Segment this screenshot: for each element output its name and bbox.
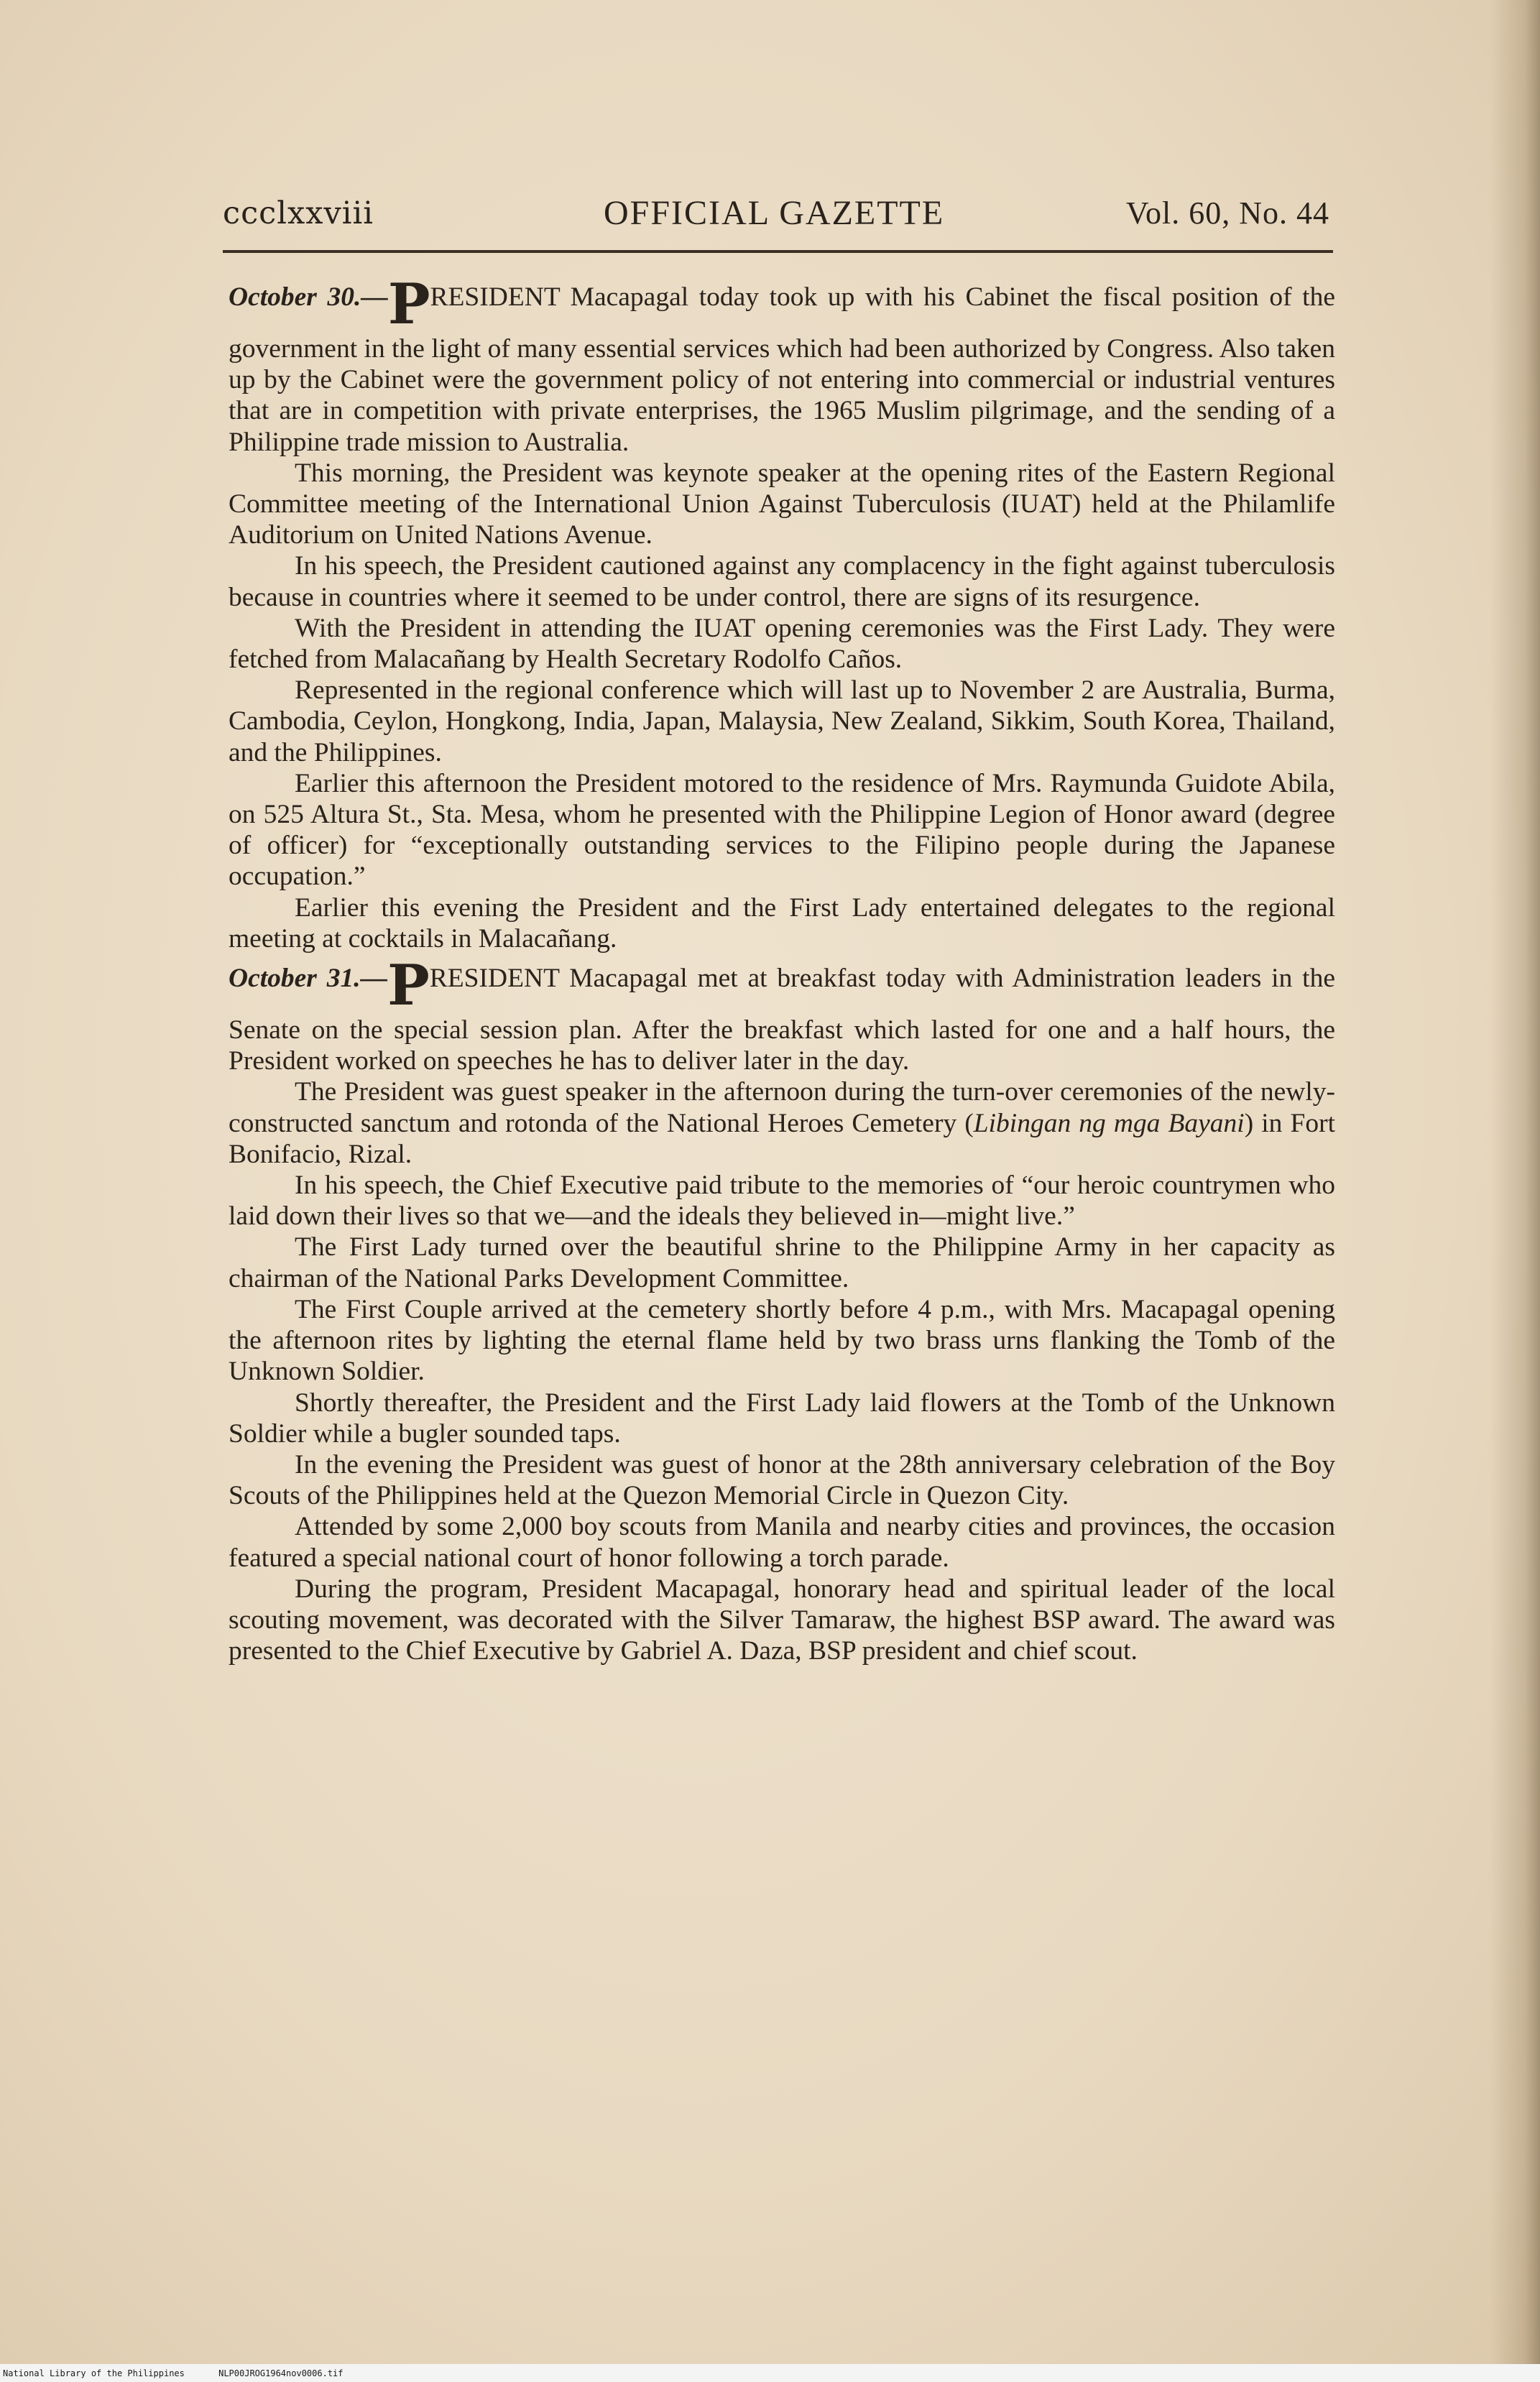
page-number: ccclxxviii [223,195,374,231]
entry-lead-paragraph [229,272,1335,458]
entry-date: October 31.— [229,964,388,994]
footer-source: National Library of the Philippines [3,2368,185,2378]
paragraph: With the President in attending the IUAT opening ceremonies was the First Lady. They were fetched from Malacañang by Health Secretary Rodolfo Caños. [229,613,1335,675]
paragraph: The First Lady turned over the beautiful shrine to the Philippine Army in her capacity as chairman of the National Parks Development Committee. [229,1232,1335,1293]
paragraph: In his speech, the President cautioned against any complacency in the fight against tuberculosis because in countries where it seemed to be under control, there are signs of its resurgence. [229,551,1335,612]
scan-footer [3,2368,343,2378]
lead-text: RESIDENT Macapagal met at breakfast today with Administration leaders in the Senate on the special session plan. After the breakfast which lasted for one and a half hours, the President worked on speeches he has to deliver later in the day. [229,964,1335,1076]
drop-cap: P [387,272,430,337]
paragraph: The First Couple arrived at the cemetery shortly before 4 p.m., with Mrs. Macapagal opening the afternoon rites by lighting the eternal flame held by two brass urns flanking the Tomb of the Unknown Soldier. [229,1294,1335,1387]
text-run: The President was guest speaker in the afternoon during the turn-over ceremonies of the newly-constructed sanctum and rotonda of the National Heroes Cemetery ( [229,1077,1335,1138]
drop-cap: P [387,953,430,1019]
running-header [223,188,1329,239]
entry-october-31 [229,953,1336,1666]
page-edge-shadow [1490,0,1540,2382]
text-run: ) in Fort Bonifacio, Rizal. [229,1108,1336,1169]
paragraph: In his speech, the Chief Executive paid tribute to the memories of “our heroic countrymen who laid down their lives so that we—and the ideals they believed in—might live.” [229,1171,1335,1232]
lead-text: RESIDENT Macapagal today took up with his Cabinet the fiscal position of the government in the light of many essential services which had been authorized by Congress. Also taken up by the Cabinet were the government policy of not entering into commercial or industrial ventures that are in competition with private enterprises, the 1965 Muslim pilgrimage, and the sending of a Philippine trade mission to Australia. [229,282,1335,457]
entry-october-30 [229,272,1335,954]
volume-number: Vol. 60, No. 44 [1125,195,1329,231]
paragraph: Attended by some 2,000 boy scouts from Manila and nearby cities and provinces, the occasion featured a special national court of honor following a torch parade. [229,1512,1335,1573]
paragraph: During the program, President Macapagal, honorary head and spiritual leader of the local scouting movement, was decorated with the Silver Tamaraw, the highest BSP award. The award was presented to the Chief Executive by Gabriel A. Daza, BSP president and chief scout. [229,1574,1335,1666]
paragraph: Represented in the regional conference which will last up to November 2 are Australia, Burma, Cambodia, Ceylon, Hongkong, India, Japan, Malaysia, New Zealand, Sikkim, South Korea, Thailand, and the Philippines. [229,675,1335,767]
italic-place-name: Libingan ng mga Bayani [973,1108,1245,1138]
article-body [229,272,1336,1666]
entry-lead-paragraph [229,953,1335,1076]
publication-title: OFFICIAL GAZETTE [604,194,945,232]
entry-date: October 30.— [229,282,388,312]
paragraph: This morning, the President was keynote speaker at the opening rites of the Eastern Regional Committee meeting of the International Union Against Tuberculosis (IUAT) held at the Philamlife Auditorium on United Nations Avenue. [229,458,1335,550]
footer-filename: NLP00JROG1964nov0006.tif [218,2368,343,2378]
paragraph: In the evening the President was guest of honor at the 28th anniversary celebration of the Boy Scouts of the Philippines held at the Quezon Memorial Circle in Quezon City. [229,1449,1335,1511]
paragraph: Shortly thereafter, the President and the First Lady laid flowers at the Tomb of the Unknown Soldier while a bugler sounded taps. [229,1388,1335,1449]
paragraph [229,1076,1335,1170]
paragraph: Earlier this evening the President and the First Lady entertained delegates to the regional meeting at cocktails in Malacañang. [229,892,1335,954]
header-rule [223,250,1333,253]
paragraph: Earlier this afternoon the President motored to the residence of Mrs. Raymunda Guidote Abila, on 525 Altura St., Sta. Mesa, whom he presented with the Philippine Legion of Honor award (degree of officer) for “exceptionally outstanding services to the Filipino people during the Japanese occupation.” [229,768,1335,892]
